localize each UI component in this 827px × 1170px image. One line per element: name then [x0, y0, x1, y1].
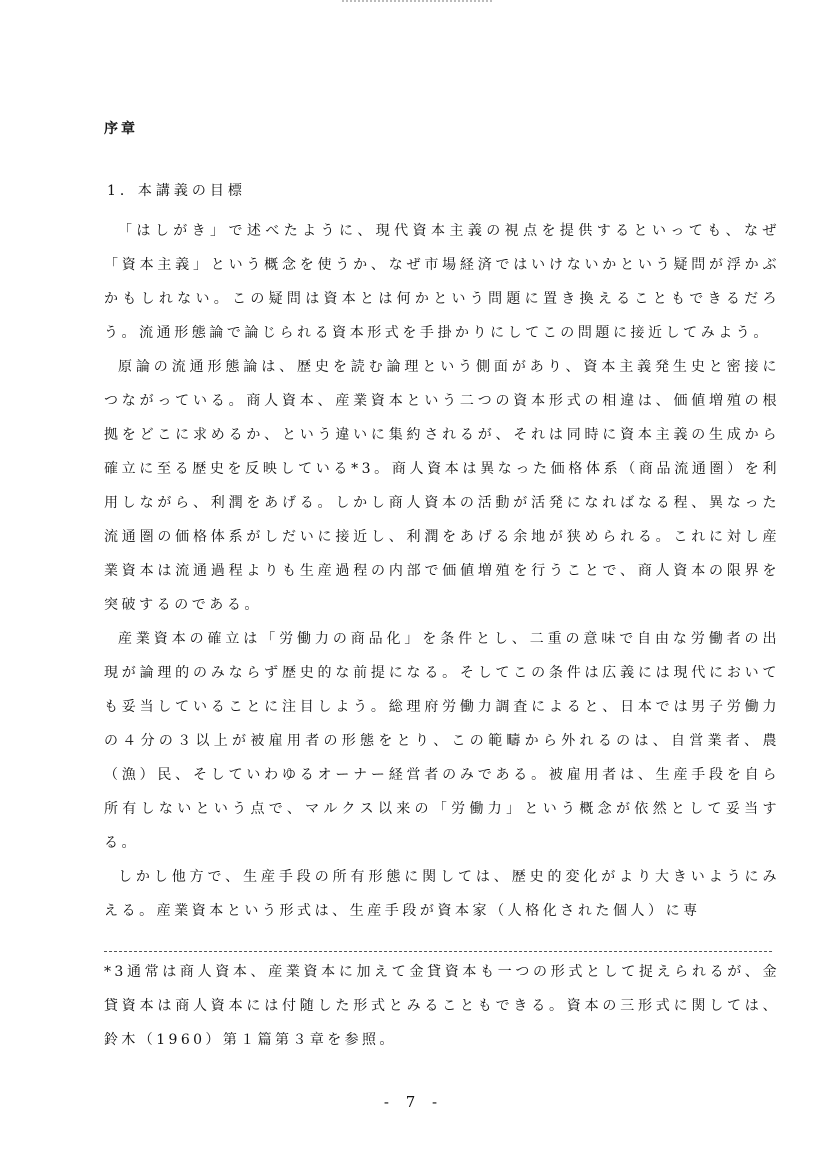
- paragraph: 原論の流通形態論は、歴史を読む論理という側面があり、資本主義発生史と密接につながっている。商人資本、産業資本という二つの資本形式の相違は、価値増殖の根拠をどこに求めるか、という違いに集約されるが、それは同時に資本主義の生成から確立に至る歴史を反映している*3。商人資本は異なった価格体系（商品流通圏）を利用しながら、利潤をあげる。しかし商人資本の活動が活発になればなる程、異なった流通圏の価格体系がしだいに接近し、利潤をあげる余地が狭められる。これに対し産業資本は流通過程よりも生産過程の内部で価値増殖を行うことで、商人資本の限界を突破するのである。: [104, 359, 780, 613]
- section-title: 1．本講義の目標: [107, 183, 246, 199]
- body-text: [104, 214, 780, 928]
- scan-artifact: [342, 0, 492, 6]
- paragraph: 産業資本の確立は「労働力の商品化」を条件とし、二重の意味で自由な労働者の出現が論理的のみならず歴史的な前提になる。そしてこの条件は広義には現代においても妥当していることに注目しよう。総理府労働力調査によると、日本では男子労働力の４分の３以上が被雇用者の形態をとり、この範疇から外れるのは、自営業者、農（漁）民、そしていわゆるオーナー経営者のみである。被雇用者は、生産手段を自ら所有しないという点で、マルクス以来の「労働力」という概念が依然として妥当する。: [104, 631, 780, 851]
- paragraph: しかし他方で、生産手段の所有形態に関しては、歴史的変化がより大きいようにみえる。産業資本という形式は、生産手段が資本家（人格化された個人）に専: [104, 869, 780, 919]
- paragraph: 「はしがき」で述べたように、現代資本主義の視点を提供するといっても、なぜ「資本主義」という概念を使うか、なぜ市場経済ではいけないかという疑問が浮かぶかもしれない。この疑問は資本とは何かという問題に置き換えることもできるだろう。流通形態論で論じられる資本形式を手掛かりにしてこの問題に接近してみよう。: [104, 223, 780, 341]
- footnote-divider: [104, 951, 772, 952]
- page-number: - 7 -: [383, 1093, 444, 1111]
- footnote: *3通常は商人資本、産業資本に加えて金貸資本も一つの形式として捉えられるが、金貸資本は商人資本には付随した形式とみることもできる。資本の三形式に関しては、鈴木（1960）第１篇第３章を参照。: [104, 964, 780, 1048]
- chapter-title: 序章: [104, 121, 138, 137]
